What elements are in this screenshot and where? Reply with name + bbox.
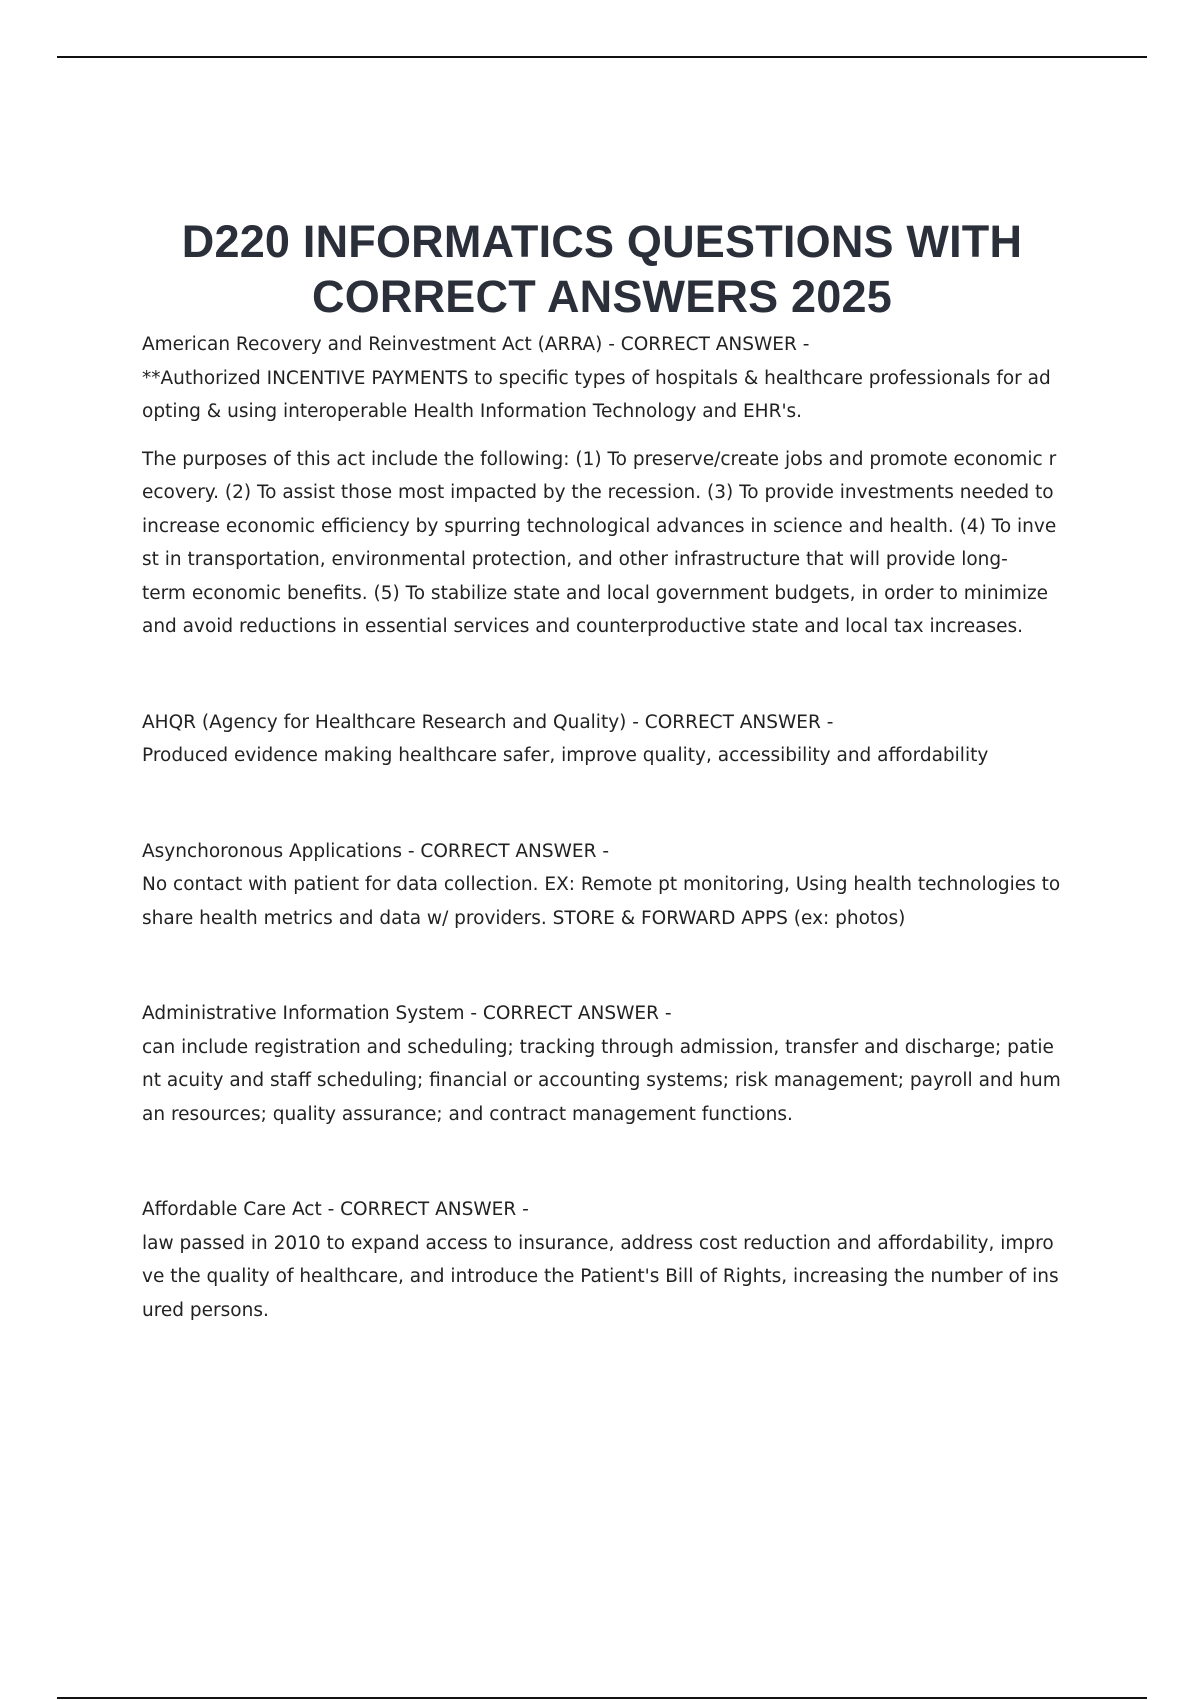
qa-item-affordable-care-act xyxy=(142,1193,1062,1327)
question-text: AHQR (Agency for Healthcare Research and Quality) - CORRECT ANSWER - xyxy=(142,711,834,733)
qa-list xyxy=(142,328,1062,1327)
bottom-divider xyxy=(57,1697,1147,1699)
question-text: Administrative Information System - CORRECT ANSWER - xyxy=(142,1003,672,1024)
answer-text: Produced evidence making healthcare safer, improve quality, accessibility and affordability xyxy=(142,745,989,766)
question-text: Asynchoronous Applications - CORRECT ANSWER - xyxy=(142,840,610,862)
answer-text: The purposes of this act include the following: (1) To preserve/create jobs and promote economic recovery. (2) To assist those most impacted by the recession. (3) To provide investments needed to increase economic efficiency by spurring technological advances in science and health. (4) To invest in transportation, environmental protection, and other infrastructure that will provide long- term economic benefits. (5) To stabilize state and local government budgets, in order to minimize and avoid reductions in essential services and counterproductive state and local tax increases. xyxy=(142,448,1057,637)
answer-text: can include registration and scheduling; tracking through admission, transfer and discharge; patient acuity and staff scheduling; financial or accounting systems; risk management; payroll and human resources; quality assurance; and contract management functions. xyxy=(142,1036,1061,1125)
answer-text: **Authorized INCENTIVE PAYMENTS to specific types of hospitals & healthcare professionals for adopting & using interoperable Health Information Technology and EHR's. xyxy=(142,367,1051,422)
answer-text: No contact with patient for data collection. EX: Remote pt monitoring, Using health technologies to share health metrics and data w/ providers. STORE & FORWARD APPS (ex: photos) xyxy=(142,874,1061,929)
document-page xyxy=(142,214,1062,1327)
answer-text: law passed in 2010 to expand access to insurance, address cost reduction and affordability, improve the quality of healthcare, and introduce the Patient's Bill of Rights, increasing the number of insured persons. xyxy=(142,1232,1059,1321)
qa-item-ahqr xyxy=(142,706,1062,773)
question-text: Affordable Care Act - CORRECT ANSWER - xyxy=(142,1199,529,1220)
qa-item-arra xyxy=(142,328,1062,644)
qa-item-asynchronous-applications xyxy=(142,835,1062,936)
qa-item-administrative-information-system xyxy=(142,997,1062,1131)
document-title: D220 INFORMATICS QUESTIONS WITH CORRECT ANSWERS 2025 xyxy=(181,216,1023,322)
question-text: American Recovery and Reinvestment Act (ARRA) - CORRECT ANSWER - xyxy=(142,334,810,355)
top-divider xyxy=(57,56,1147,58)
